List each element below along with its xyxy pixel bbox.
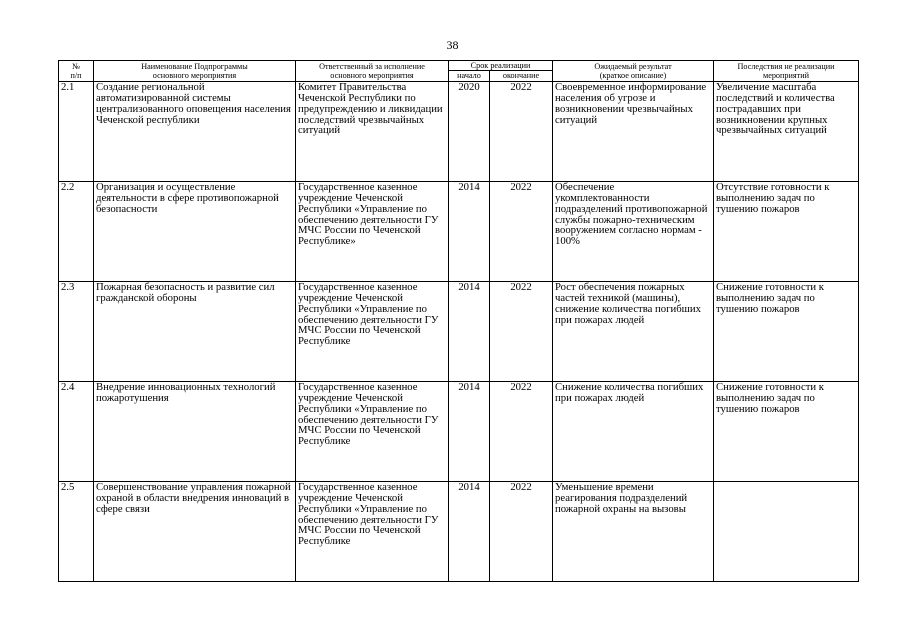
page-number: 38 xyxy=(446,38,459,52)
row-expected: Уменьшение времени реагирования подразделений пожарной охраны на вызовы xyxy=(553,481,714,581)
row-consequences: Увеличение масштаба последствий и количества пострадавших при возникновении крупных чрезвычайных ситуаций xyxy=(714,81,859,181)
row-end: 2022 xyxy=(490,381,553,481)
row-num: 2.5 xyxy=(59,481,94,581)
row-consequences: Отсутствие готовности к выполнению задач по тушению пожаров xyxy=(714,181,859,281)
row-start: 2014 xyxy=(449,381,490,481)
row-num: 2.1 xyxy=(59,81,94,181)
header-start: начало xyxy=(449,71,490,81)
row-expected: Своевременное информирование населения об угрозе и возникновении чрезвычайных ситуаций xyxy=(553,81,714,181)
row-responsible: Государственное казенное учреждение Чеченской Республики «Управление по обеспечению деятельности ГУ МЧС России по Чеченской Республике xyxy=(296,381,449,481)
row-consequences xyxy=(714,481,859,581)
row-end: 2022 xyxy=(490,481,553,581)
table-row xyxy=(59,281,859,381)
measures-table xyxy=(58,60,859,582)
row-responsible: Комитет Правительства Чеченской Республики по предупреждению и ликвидации последствий чрезвычайных ситуаций xyxy=(296,81,449,181)
table-row xyxy=(59,481,859,581)
row-expected: Рост обеспечения пожарных частей техникой (машины), снижение количества погибших при пожарах людей xyxy=(553,281,714,381)
header-name: Наименование Подпрограммы основного мероприятия xyxy=(94,61,296,82)
row-consequences: Снижение готовности к выполнению задач по тушению пожаров xyxy=(714,381,859,481)
header-expected: Ожидаемый результат (краткое описание) xyxy=(553,61,714,82)
row-responsible: Государственное казенное учреждение Чеченской Республики «Управление по обеспечению деятельности ГУ МЧС России по Чеченской Республике xyxy=(296,281,449,381)
header-consequences: Последствия не реализации мероприятий xyxy=(714,61,859,82)
row-end: 2022 xyxy=(490,81,553,181)
row-name: Внедрение инновационных технологий пожаротушения xyxy=(94,381,296,481)
row-expected: Обеспечение укомплектованности подразделений противопожарной службы пожарно-техническим вооружением согласно нормам - 100% xyxy=(553,181,714,281)
row-responsible: Государственное казенное учреждение Чеченской Республики «Управление по обеспечению деятельности ГУ МЧС России по Чеченской Республике xyxy=(296,481,449,581)
header-num: № п/п xyxy=(59,61,94,82)
table-row xyxy=(59,381,859,481)
row-num: 2.2 xyxy=(59,181,94,281)
row-consequences: Снижение готовности к выполнению задач по тушению пожаров xyxy=(714,281,859,381)
row-num: 2.3 xyxy=(59,281,94,381)
row-start: 2014 xyxy=(449,481,490,581)
row-start: 2020 xyxy=(449,81,490,181)
row-num: 2.4 xyxy=(59,381,94,481)
header-period: Срок реализации xyxy=(449,61,553,71)
row-start: 2014 xyxy=(449,181,490,281)
row-name: Пожарная безопасность и развитие сил гражданской обороны xyxy=(94,281,296,381)
row-name: Создание региональной автоматизированной системы централизованного оповещения населения Чеченской республики xyxy=(94,81,296,181)
row-expected: Снижение количества погибших при пожарах людей xyxy=(553,381,714,481)
row-responsible: Государственное казенное учреждение Чеченской Республики «Управление по обеспечению деятельности ГУ МЧС России по Чеченской Республике» xyxy=(296,181,449,281)
row-name: Организация и осуществление деятельности в сфере противопожарной безопасности xyxy=(94,181,296,281)
row-name: Совершенствование управления пожарной охраной в области внедрения инноваций в сфере связи xyxy=(94,481,296,581)
header-responsible: Ответственный за исполнение основного мероприятия xyxy=(296,61,449,82)
table-row xyxy=(59,181,859,281)
table-header xyxy=(59,61,859,82)
row-start: 2014 xyxy=(449,281,490,381)
header-end: окончание xyxy=(490,71,553,81)
row-end: 2022 xyxy=(490,281,553,381)
row-end: 2022 xyxy=(490,181,553,281)
table-row xyxy=(59,81,859,181)
